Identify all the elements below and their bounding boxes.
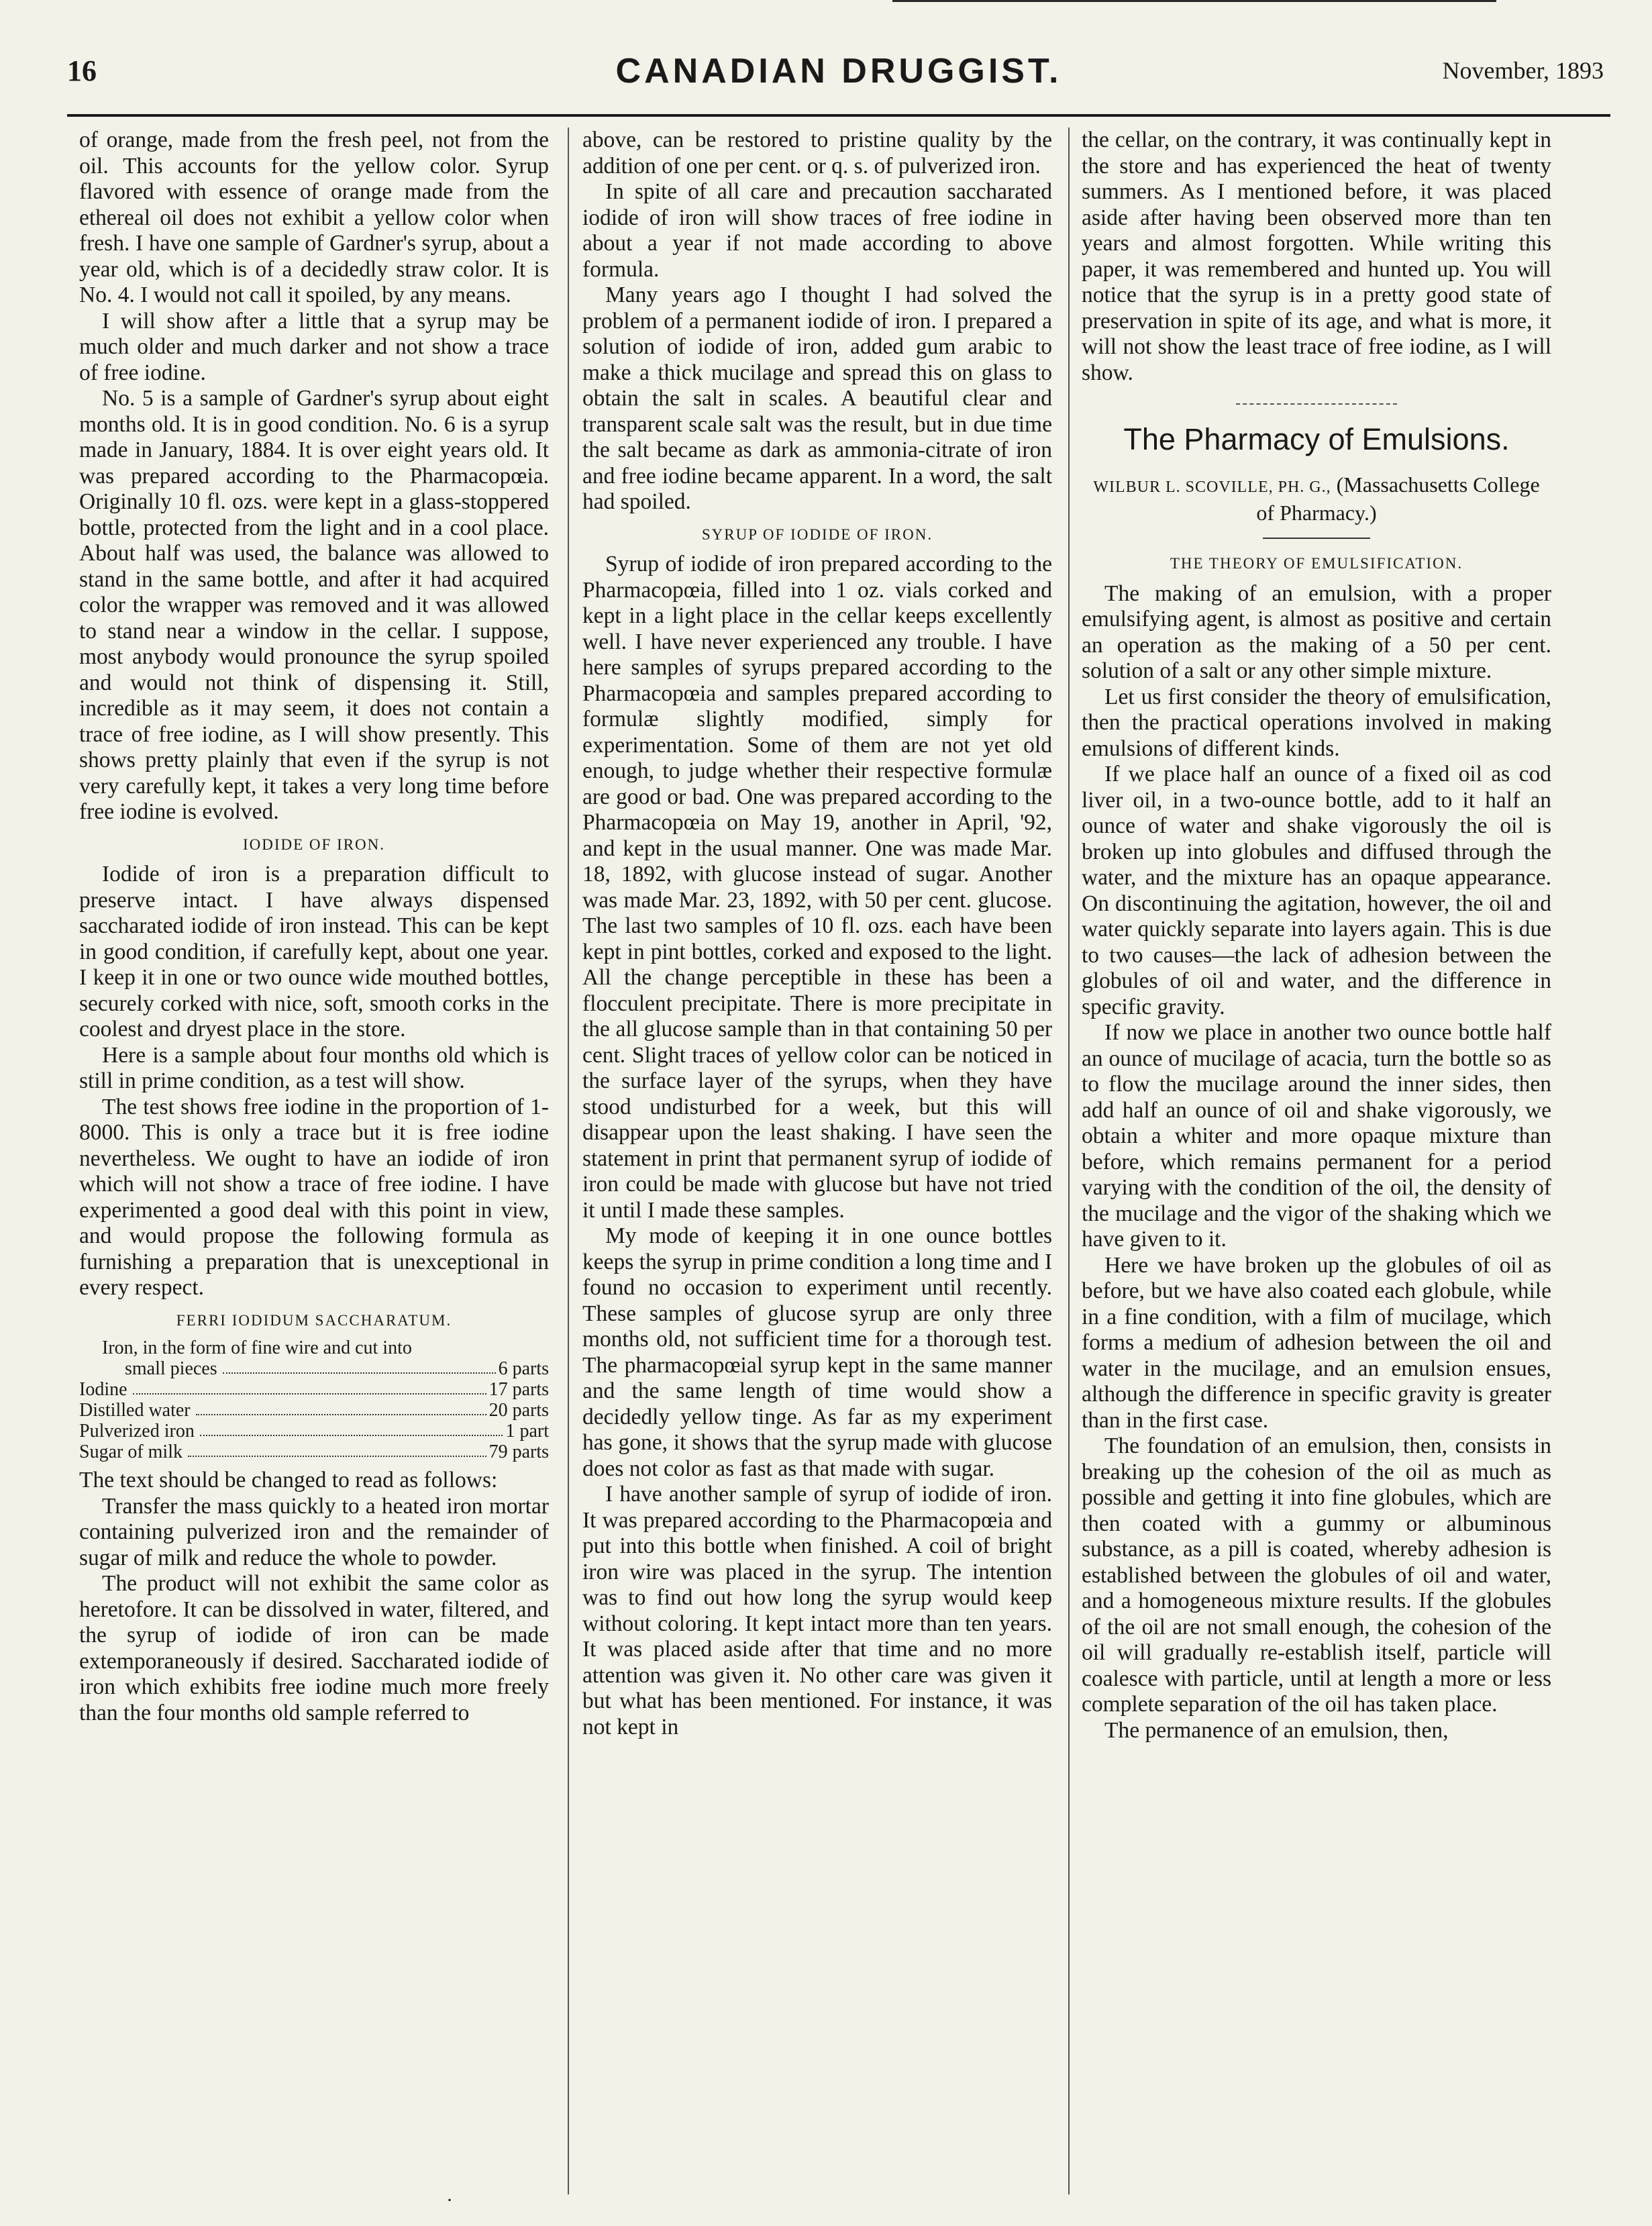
paragraph: Let us first consider the theory of emulsification, then the practical operations involved in making emulsions of different kinds. (1082, 684, 1551, 761)
section-heading: IODIDE OF IRON. (242, 836, 386, 853)
author-name: WILBUR L. SCOVILLE, PH. G., (1093, 478, 1331, 496)
paragraph: The making of an emulsion, with a proper emulsifying agent, is almost as positive and certain an operation as the making of a 50 per cent. solution of a salt or any other simple mixture. (1082, 580, 1551, 683)
paragraph: I will show after a little that a syrup may be much older and much darker and not show a trace of free iodine. (79, 308, 549, 385)
section-heading: THE THEORY OF EMULSIFICATION. (1170, 555, 1463, 572)
leader-dots (133, 1379, 486, 1395)
paragraph: No. 5 is a sample of Gardner's syrup about eight months old. It is in good condition. No. 6 is a syrup made in January, 1884. It is over eight years old. It was prepared according to the Pharmacopœia. Originally 10 fl. ozs. were kept in a glass-stoppered bottle, protected from the light and in a cool place. About half was used, the balance was allowed to stand in the same bottle, and after it had acquired color the wrapper was removed and it was allowed to stand near a window in the cellar. I suppose, most anybody would pronounce the syrup spoiled and would not think of dispensing it. Still, incredible as it may seem, it does not contain a trace of free iodine, as I will show presently. This shows pretty plainly that even if the syrup is not very carefully kept, it takes a very long time before free iodine is evolved. (79, 386, 549, 824)
paragraph: The product will not exhibit the same color as heretofore. It can be dissolved in water, filtered, and the syrup of iodide of iron can be made extemporaneously if desired. Saccharated iodide of iron which exhibits free iodine much more freely than the four months old sample referred to (79, 1571, 549, 1725)
paragraph: In spite of all care and precaution saccharated iodide of iron will show traces of free iodine in about a year if not made according to above formula. (582, 179, 1052, 282)
leader-dots (188, 1441, 486, 1457)
paragraph: The test shows free iodine in the proportion of 1-8000. This is only a trace but it is free iodine nevertheless. We ought to have an iodide of iron which will not show a trace of free iodine. I have experimented a good deal with this point in view, and would propose the following formula as furnishing a preparation that is unexceptional in every respect. (79, 1094, 549, 1300)
ingredient-name: Distilled water (79, 1400, 191, 1421)
ingredient-name: Iodine (79, 1379, 127, 1400)
issue-date: November, 1893 (1442, 57, 1604, 84)
byline-rule (1263, 538, 1370, 539)
column-1 (79, 128, 549, 2201)
formula-heading: FERRI IODIDUM SACCHARATUM. (176, 1311, 452, 1329)
formula-intro: Iron, in the form of fine wire and cut into (102, 1337, 412, 1358)
column-divider (1068, 128, 1070, 2194)
formula-list (79, 1337, 549, 1462)
formula-row (79, 1379, 549, 1400)
paragraph: Syrup of iodide of iron prepared according to the Pharmacopœia, filled into 1 oz. vials corked and kept in a light place in the cellar keeps excellently well. I have never experienced any trouble. I have here samples of syrups prepared according to the Pharmacopœia and samples prepared according to formulæ slightly modified, simply for experimentation. Some of them are not yet old enough, to judge whether their respective formulæ are good or bad. One was prepared according to the Pharmacopœia on May 19, another in April, '92, and kept in the usual manner. One was made Mar. 18, 1892, with glucose instead of sugar. Another was made Mar. 23, 1892, with 50 per cent. glucose. The last two samples of 10 fl. ozs. each have been kept in pint bottles, corked and exposed to the light. All the change perceptible in these has been a flocculent precipitate. There is more precipitate in the all glucose sample than in that containing 50 per cent. Slight traces of yellow color can be noticed in the surface layer of the syrups, when they have stood undisturbed for a week, but this will disappear upon the least shaking. I have seen the statement in print that permanent syrup of iodide of iron could be made with glucose but have not tried it until I made these samples. (582, 552, 1052, 1223)
leader-dots (223, 1358, 496, 1374)
ingredient-name: Sugar of milk (79, 1441, 183, 1462)
top-edge-rule (892, 0, 1496, 2)
paragraph: Transfer the mass quickly to a heated iron mortar containing pulverized iron and the remainder of sugar of milk and reduce the whole to powder. (79, 1493, 549, 1570)
ingredient-quantity: 6 parts (498, 1358, 549, 1379)
paragraph: The permanence of an emulsion, then, (1104, 1717, 1449, 1743)
formula-row (79, 1441, 549, 1462)
journal-title: CANADIAN DRUGGIST. (615, 52, 1062, 91)
column-divider (568, 128, 569, 2194)
ingredient-quantity: 17 parts (488, 1379, 549, 1400)
paragraph: Here we have broken up the globules of oil as before, but we have also coated each globule, while in a fine condition, with a film of mucilage, which forms a medium of adhesion between the oil and water in the mucilage, and an emulsion ensues, although the difference in specific gravity is greater than in the first case. (1082, 1252, 1551, 1433)
paragraph: If we place half an ounce of a fixed oil as cod liver oil, in a two-ounce bottle, add to it half an ounce of water and shake vigorously the oil is broken up into globules and diffused through the water, and the mixture has an opaque appearance. On discontinuing the agitation, however, the oil and water quickly separate into layers again. This is due to two causes—the lack of adhesion between the globules of oil and water, and the difference in specific gravity. (1082, 762, 1551, 1019)
formula-row (79, 1400, 549, 1421)
paragraph: above, can be restored to pristine quality by the addition of one per cent. or q. s. of pulverized iron. (582, 128, 1052, 179)
formula-row (79, 1358, 549, 1379)
paragraph: Iodide of iron is a preparation difficult to preserve intact. I have always dispensed saccharated iodide of iron instead. This can be kept in good condition, if carefully kept, about one year. I keep it in one or two ounce wide mouthed bottles, securely corked with nice, soft, smooth corks in the coolest and dryest place in the store. (79, 862, 549, 1042)
page-header (67, 42, 1610, 95)
ingredient-name: Pulverized iron (79, 1421, 195, 1441)
column-3 (1082, 128, 1551, 2201)
leader-dots (196, 1400, 486, 1415)
ingredient-quantity: 79 parts (488, 1441, 549, 1462)
paragraph: the cellar, on the contrary, it was continually kept in the store and has experienced the heat of twenty summers. As I mentioned before, it was placed aside after having been observed more than ten years and almost forgotten. While writing this paper, it was remembered and hunted up. You will notice that the syrup is in a pretty good state of preservation in spite of its age, and what is more, it will not show the least trace of free iodine, as I will show. (1082, 128, 1551, 385)
article-title: The Pharmacy of Emulsions. (1123, 422, 1510, 456)
column-2 (582, 128, 1052, 2201)
paragraph: My mode of keeping it in one ounce bottles keeps the syrup in prime condition a long time and I found no occasion to experiment until recently. These samples of glucose syrup are only three months old, not sufficient time for a thorough test. The pharmacopœial syrup kept in the same manner and the same length of time would show a decidedly yellow tinge. As far as my experiment has gone, it shows that the syrup made with glucose does not color as fast as that made with sugar. (582, 1223, 1052, 1481)
byline (1082, 472, 1551, 525)
author-affiliation: (Massachusetts College of Pharmacy.) (1256, 472, 1540, 525)
leader-dots (200, 1421, 503, 1436)
paragraph: Many years ago I thought I had solved the problem of a permanent iodide of iron. I prepared a solution of iodide of iron, added gum arabic to make a thick mucilage and spread this on glass to obtain the salt in scales. A beautiful clear and transparent scale salt was the result, but in due time the salt became as dark as ammonia-citrate of iron and free iodine became apparent. In a word, the salt had spoiled. (582, 283, 1052, 514)
paragraph: If now we place in another two ounce bottle half an ounce of mucilage of acacia, turn the bottle so as to flow the mucilage around the inner sides, then add half an ounce of oil and shake vigorously, we obtain a whiter and more opaque mixture than before, which remains permanent for a period varying with the condition of the oil, the density of the mucilage and the vigor of the shaking which we have given to it. (1082, 1020, 1551, 1252)
ingredient-quantity: 1 part (505, 1421, 549, 1441)
paragraph: of orange, made from the fresh peel, not from the oil. This accounts for the yellow color. Syrup flavored with essence of orange made from the ethereal oil does not exhibit a yellow color when fresh. I have one sample of Gardner's syrup, about a year old, which is of a decidedly straw color. It is No. 4. I would not call it spoiled, by any means. (79, 128, 549, 307)
section-heading: SYRUP OF IODIDE OF IRON. (701, 525, 933, 543)
header-rule (67, 114, 1610, 117)
paragraph: I have another sample of syrup of iodide of iron. It was prepared according to the Pharmacopœia and put into this bottle when finished. A coil of bright iron wire was placed in the syrup. The intention was to find out how long the syrup would keep without coloring. It kept intact more than ten years. It was placed aside after that time and no more attention was given it. No other care was given it but what has been mentioned. For instance, it was not kept in (582, 1482, 1052, 1739)
article-separator (1236, 403, 1397, 405)
page-number: 16 (67, 54, 97, 87)
page-mark: · (446, 2189, 453, 2211)
paragraph: The foundation of an emulsion, then, consists in breaking up the cohesion of the oil as much as possible and getting it into fine globules, which are then coated with a gummy or albuminous substance, as a pill is coated, whereby adhesion is established between the globules of oil and water, and a homogeneous mixture results. If the globules of the oil are not small enough, the cohesion of the oil will gradually re-establish itself, particle will coalesce with particle, until at length a more or less complete separation of the oil has taken place. (1082, 1433, 1551, 1717)
ingredient-quantity: 20 parts (488, 1400, 549, 1421)
paragraph: Here is a sample about four months old which is still in prime condition, as a test will show. (79, 1042, 549, 1093)
ingredient-name: small pieces (125, 1358, 217, 1379)
formula-row (79, 1421, 549, 1441)
paragraph: The text should be changed to read as follows: (79, 1468, 498, 1493)
